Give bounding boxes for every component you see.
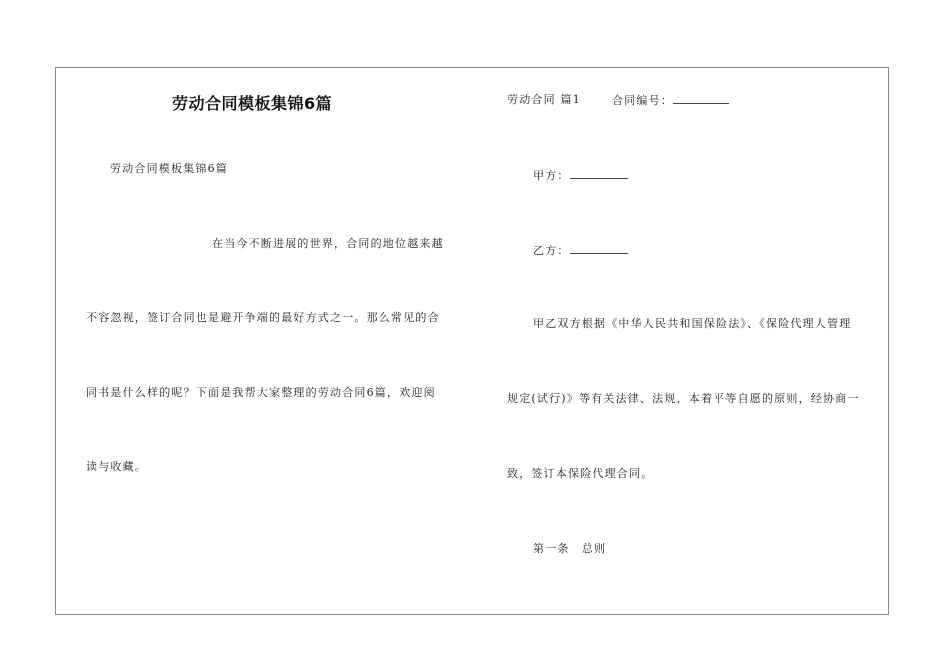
body-line-2: 规定(试行)》等有关法律、法规，本着平等自愿的原则，经协商一	[507, 392, 860, 405]
contract-number-label: 合同编号：	[612, 94, 673, 107]
party-b	[533, 243, 628, 258]
party-b-blank[interactable]	[570, 243, 628, 254]
document-title: 劳动合同模板集锦6篇	[172, 94, 333, 113]
body-line-3: 致，签订本保险代理合同。	[507, 467, 654, 480]
party-a-label: 甲方：	[533, 169, 570, 182]
party-b-label: 乙方：	[533, 244, 570, 257]
contract-number	[612, 93, 729, 108]
party-a-blank[interactable]	[570, 168, 628, 179]
contract-heading: 劳动合同 篇1	[507, 93, 581, 106]
intro-line-3: 同书是什么样的呢？下面是我帮大家整理的劳动合同6篇，欢迎阅	[86, 386, 436, 399]
party-a	[533, 168, 628, 183]
intro-line-2: 不容忽视，签订合同也是避开争端的最好方式之一。那么常见的合	[86, 311, 440, 324]
article-1-heading: 第一条 总则	[533, 542, 607, 555]
intro-line-4: 读与收藏。	[86, 460, 147, 473]
contract-number-blank[interactable]	[673, 93, 729, 104]
subtitle: 劳动合同模板集锦6篇	[110, 162, 228, 175]
intro-line-1: 在当今不断进展的世界，合同的地位越来越	[212, 237, 444, 250]
body-line-1: 甲乙双方根据《中华人民共和国保险法》、《保险代理人管理	[533, 317, 852, 330]
page-border	[55, 67, 889, 615]
